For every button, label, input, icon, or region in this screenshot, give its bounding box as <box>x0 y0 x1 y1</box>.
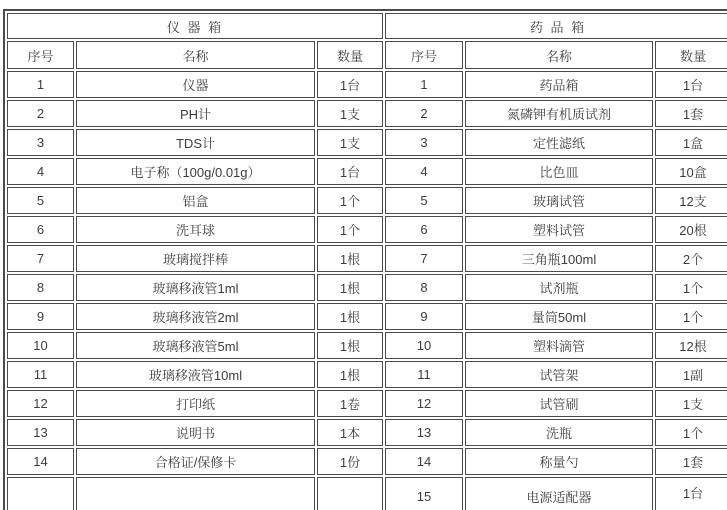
cell-index: 13 <box>7 419 74 446</box>
cell-name: 仪器 <box>76 71 315 98</box>
cell-name: 三角瓶100ml <box>465 245 653 272</box>
table-row <box>7 274 727 301</box>
cell-quantity: 1个 <box>655 274 727 301</box>
cell-quantity: 1根 <box>317 274 383 301</box>
cell-index: 9 <box>7 303 74 330</box>
table-row <box>7 448 727 475</box>
cell-name: 玻璃移液管10ml <box>76 361 315 388</box>
cell-name: 电子称（100g/0.01g） <box>76 158 315 185</box>
cell-quantity: 20根 <box>655 216 727 243</box>
cell-name: 定性滤纸 <box>465 129 653 156</box>
cell-index: 2 <box>7 100 74 127</box>
cell-index: 7 <box>7 245 74 272</box>
table-row <box>7 361 727 388</box>
cell-index: 8 <box>385 274 463 301</box>
cell-index: 4 <box>7 158 74 185</box>
col-header-left-quantity: 数量 <box>317 41 383 69</box>
table-row <box>7 216 727 243</box>
cell-quantity <box>317 477 383 510</box>
cell-quantity: 1根 <box>317 303 383 330</box>
cell-quantity: 1个 <box>655 303 727 330</box>
cell-index: 10 <box>7 332 74 359</box>
cell-name: 洗瓶 <box>465 419 653 446</box>
col-header-right-name: 名称 <box>465 41 653 69</box>
table-row <box>7 187 727 214</box>
cell-name: 塑料滴管 <box>465 332 653 359</box>
cell-quantity: 1台 <box>655 71 727 98</box>
cell-name: 玻璃搅拌棒 <box>76 245 315 272</box>
cell-quantity: 1个 <box>317 216 383 243</box>
cell-index: 5 <box>7 187 74 214</box>
cell-name <box>76 477 315 510</box>
cell-name: 试管刷 <box>465 390 653 417</box>
cell-quantity: 1台 <box>317 158 383 185</box>
cell-quantity: 1本 <box>317 419 383 446</box>
cell-name: 合格证/保修卡 <box>76 448 315 475</box>
cell-quantity: 1支 <box>317 100 383 127</box>
cell-index: 12 <box>385 390 463 417</box>
cell-index: 2 <box>385 100 463 127</box>
table-row <box>7 303 727 330</box>
cell-quantity: 1根 <box>317 332 383 359</box>
cell-quantity: 1份 <box>317 448 383 475</box>
cell-quantity: 1根 <box>317 245 383 272</box>
cell-quantity: 12根 <box>655 332 727 359</box>
cell-quantity: 1副 <box>655 361 727 388</box>
cell-name: 玻璃移液管2ml <box>76 303 315 330</box>
cell-quantity: 12支 <box>655 187 727 214</box>
table-row <box>7 245 727 272</box>
cell-name: 比色皿 <box>465 158 653 185</box>
cell-quantity: 1台 <box>655 477 727 510</box>
cell-name: 量筒50ml <box>465 303 653 330</box>
cell-index: 12 <box>7 390 74 417</box>
cell-quantity: 2个 <box>655 245 727 272</box>
cell-quantity: 1根 <box>317 361 383 388</box>
cell-name: TDS计 <box>76 129 315 156</box>
cell-index: 8 <box>7 274 74 301</box>
cell-name: 称量勺 <box>465 448 653 475</box>
col-header-right-quantity: 数量 <box>655 41 727 69</box>
cell-name: 氮磷钾有机质试剂 <box>465 100 653 127</box>
cell-index: 14 <box>385 448 463 475</box>
table-row <box>7 129 727 156</box>
cell-index: 4 <box>385 158 463 185</box>
cell-index: 9 <box>385 303 463 330</box>
cell-name: 试剂瓶 <box>465 274 653 301</box>
cell-index: 13 <box>385 419 463 446</box>
cell-index: 11 <box>7 361 74 388</box>
cell-index: 10 <box>385 332 463 359</box>
cell-name: 铝盒 <box>76 187 315 214</box>
cell-index: 6 <box>7 216 74 243</box>
cell-index: 15 <box>385 477 463 510</box>
cell-quantity: 1台 <box>317 71 383 98</box>
medicine-box-title: 药 品 箱 <box>385 13 727 39</box>
cell-name: PH计 <box>76 100 315 127</box>
table-row <box>7 477 727 510</box>
cell-name: 塑料试管 <box>465 216 653 243</box>
cell-index <box>7 477 74 510</box>
cell-quantity: 1卷 <box>317 390 383 417</box>
table-row <box>7 100 727 127</box>
table-row <box>7 419 727 446</box>
table-row <box>7 390 727 417</box>
cell-index: 11 <box>385 361 463 388</box>
cell-quantity: 1套 <box>655 100 727 127</box>
column-header-row <box>7 41 727 69</box>
table-row <box>7 71 727 98</box>
cell-name: 说明书 <box>76 419 315 446</box>
col-header-right-index: 序号 <box>385 41 463 69</box>
instrument-box-title: 仪 器 箱 <box>7 13 383 39</box>
cell-name: 打印纸 <box>76 390 315 417</box>
cell-index: 3 <box>7 129 74 156</box>
cell-index: 14 <box>7 448 74 475</box>
cell-name: 玻璃试管 <box>465 187 653 214</box>
table-row <box>7 332 727 359</box>
cell-quantity: 1个 <box>655 419 727 446</box>
cell-index: 7 <box>385 245 463 272</box>
table-row <box>7 158 727 185</box>
table-title-row <box>7 13 727 39</box>
cell-name: 洗耳球 <box>76 216 315 243</box>
cell-name: 电源适配器 <box>465 477 653 510</box>
cell-name: 试管架 <box>465 361 653 388</box>
cell-name: 玻璃移液管1ml <box>76 274 315 301</box>
col-header-left-index: 序号 <box>7 41 74 69</box>
cell-index: 6 <box>385 216 463 243</box>
col-header-left-name: 名称 <box>76 41 315 69</box>
cell-quantity: 10盒 <box>655 158 727 185</box>
cell-index: 1 <box>385 71 463 98</box>
inventory-table <box>3 9 727 510</box>
cell-index: 3 <box>385 129 463 156</box>
cell-index: 5 <box>385 187 463 214</box>
cell-name: 药品箱 <box>465 71 653 98</box>
cell-quantity: 1支 <box>655 390 727 417</box>
table-body <box>7 71 727 510</box>
cell-quantity: 1支 <box>317 129 383 156</box>
cell-name: 玻璃移液管5ml <box>76 332 315 359</box>
cell-quantity: 1套 <box>655 448 727 475</box>
cell-quantity: 1个 <box>317 187 383 214</box>
cell-index: 1 <box>7 71 74 98</box>
cell-quantity: 1盒 <box>655 129 727 156</box>
